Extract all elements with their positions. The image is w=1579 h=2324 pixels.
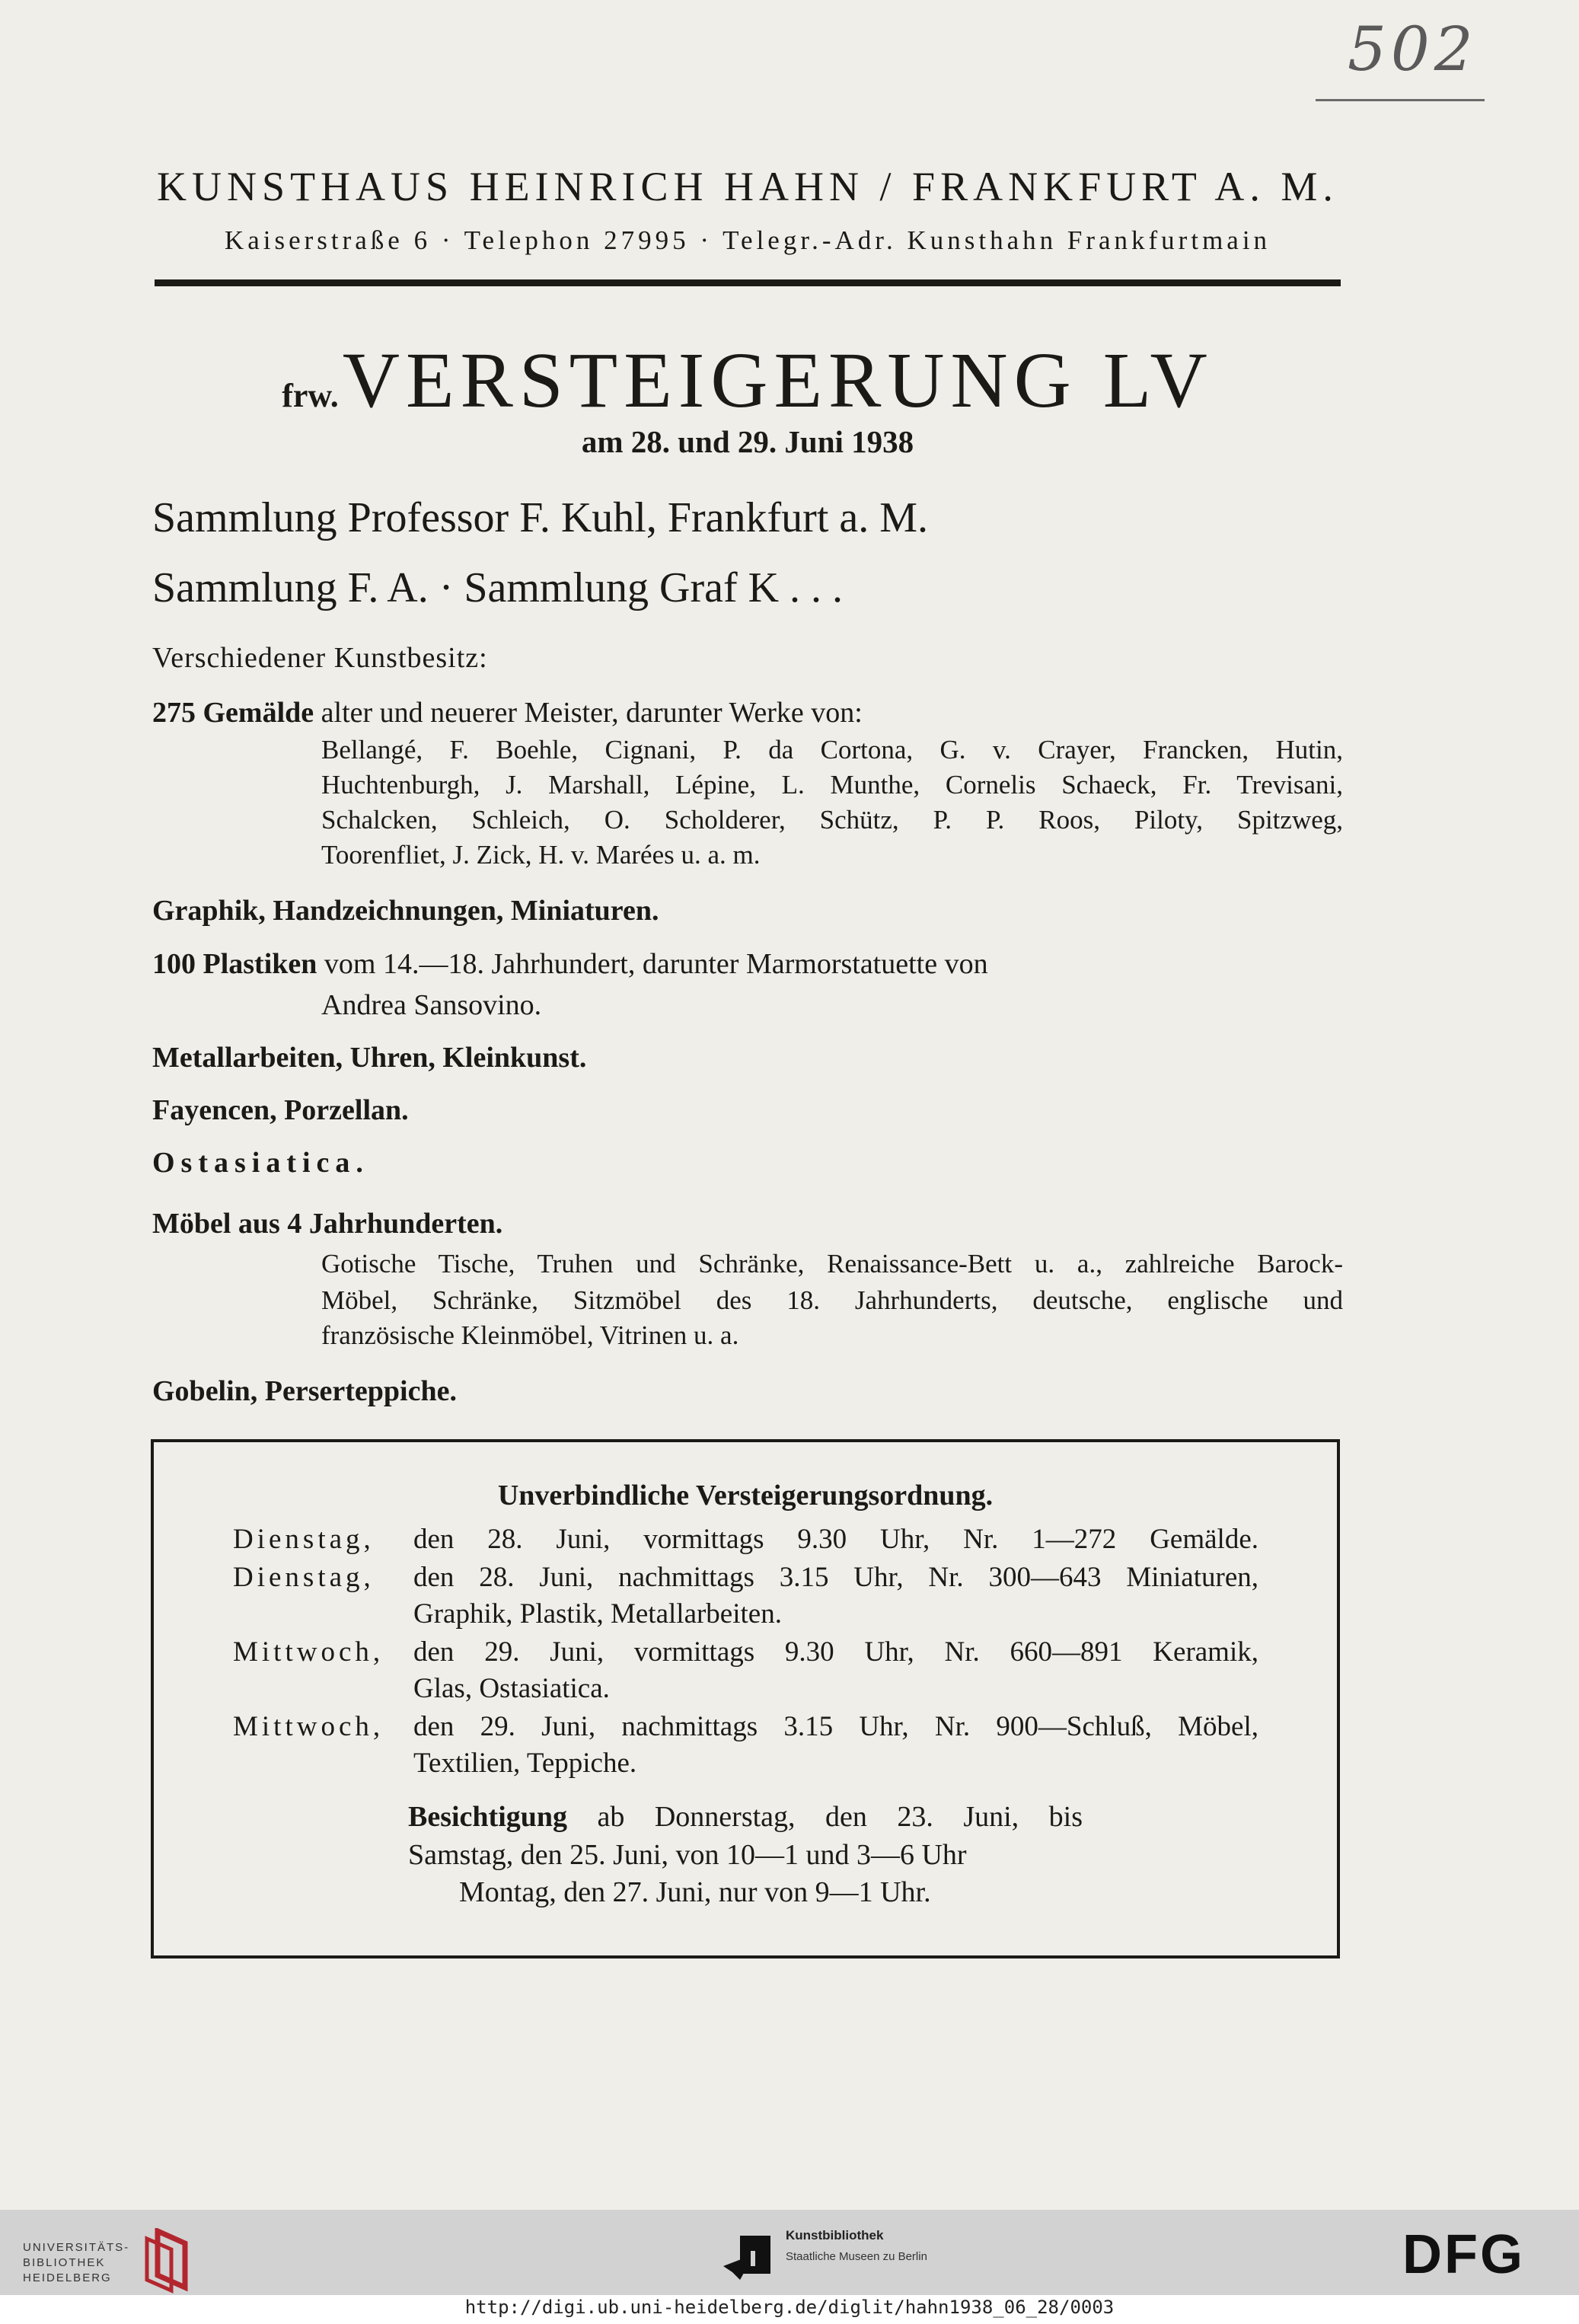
title-prefix: frw. (282, 377, 339, 414)
session-details: den 29. Juni, vormittags 9.30 Uhr, Nr. 660—891 Keramik, (413, 1636, 1258, 1668)
session-details-continuation: Textilien, Teppiche. (413, 1748, 637, 1779)
furniture-description: französische Kleinmöbel, Vitrinen u. a. (321, 1320, 739, 1350)
kunstbibliothek-name: Kunstbibliothek (786, 2228, 884, 2243)
kunstbibliothek-subtitle: Staatliche Museen zu Berlin (786, 2250, 927, 2263)
collection-1: Sammlung Professor F. Kuhl, Frankfurt a. M. (152, 494, 929, 541)
dfg-logo[interactable]: DFG (1402, 2224, 1525, 2285)
furniture-description: Möbel, Schränke, Sitzmöbel des 18. Jahrhunderts, deutsche, englische und (321, 1285, 1343, 1315)
session-day: Mittwoch, (233, 1636, 384, 1668)
section-intro: Verschiedener Kunstbesitz: (152, 642, 488, 674)
session-details-continuation: Graphik, Plastik, Metallarbeiten. (413, 1598, 782, 1630)
auction-date: am 28. und 29. Juni 1938 (581, 424, 914, 459)
east-asian-heading: Ostasiatica. (152, 1147, 369, 1179)
firm-name: KUNSTHAUS HEINRICH HAHN / FRANKFURT A. M. (157, 164, 1338, 209)
handwritten-underline (1316, 99, 1485, 101)
sculptures-continuation: Andrea Sansovino. (321, 989, 542, 1021)
viewing-label: Besichtigung (408, 1801, 568, 1833)
auction-title (152, 335, 1343, 426)
tapestry-heading: Gobelin, Perserteppiche. (152, 1375, 457, 1407)
viewing-times (408, 1800, 1083, 1834)
artist-line: Toorenfliet, J. Zick, H. v. Marées u. a. m. (321, 840, 761, 870)
session-details: den 28. Juni, vormittags 9.30 Uhr, Nr. 1—272 Gemälde. (413, 1524, 1258, 1555)
firm-address: Kaiserstraße 6 · Telephon 27995 · Telegr.-Adr. Kunsthahn Frankfurtmain (224, 225, 1271, 255)
eagle-icon (723, 2236, 774, 2283)
sculptures-count: 100 Plastiken (152, 948, 317, 980)
faience-heading: Fayencen, Porzellan. (152, 1094, 409, 1126)
session-details: den 29. Juni, nachmittags 3.15 Uhr, Nr. 900—Schluß, Möbel, (413, 1711, 1258, 1742)
library-emblem-icon (141, 2228, 194, 2294)
source-url[interactable]: http://digi.ub.uni-heidelberg.de/diglit/hahn1938_06_28/0003 (464, 2297, 1115, 2318)
artist-line: Schalcken, Schleich, O. Scholderer, Schütz, P. P. Roos, Piloty, Spitzweg, (321, 805, 1343, 835)
sculptures-text: vom 14.—18. Jahrhundert, darunter Marmorstatuette von (317, 948, 988, 980)
session-day: Mittwoch, (233, 1711, 384, 1742)
session-details-continuation: Glas, Ostasiatica. (413, 1673, 610, 1704)
session-details: den 28. Juni, nachmittags 3.15 Uhr, Nr. 300—643 Miniaturen, (413, 1562, 1258, 1593)
header-rule (155, 279, 1341, 286)
paintings-count: 275 Gemälde (152, 697, 314, 729)
kunstbibliothek-logo[interactable] (723, 2236, 774, 2286)
collection-2: Sammlung F. A. · Sammlung Graf K . . . (152, 564, 844, 611)
sculptures-heading (152, 947, 988, 981)
ub-heidelberg-label: UNIVERSITÄTS- BIBLIOTHEK HEIDELBERG (23, 2241, 130, 2284)
viewing-text: ab Donnerstag, den 23. Juni, bis (567, 1801, 1083, 1833)
paintings-heading (152, 696, 863, 729)
furniture-heading: Möbel aus 4 Jahrhunderten. (152, 1208, 503, 1240)
viewing-times-line-3: Montag, den 27. Juni, nur von 9—1 Uhr. (459, 1876, 931, 1908)
schedule-title: Unverbindliche Versteigerungsordnung. (497, 1480, 994, 1512)
title-main: VERSTEIGERUNG LV (342, 337, 1214, 424)
graphics-heading: Graphik, Handzeichnungen, Miniaturen. (152, 895, 659, 927)
ub-heidelberg-logo[interactable] (141, 2228, 194, 2297)
handwritten-page-number: 502 (1348, 14, 1478, 85)
session-day: Dienstag, (233, 1524, 375, 1555)
metalwork-heading: Metallarbeiten, Uhren, Kleinkunst. (152, 1042, 587, 1074)
artist-line: Bellangé, F. Boehle, Cignani, P. da Cortona, G. v. Crayer, Francken, Hutin, (321, 735, 1343, 765)
furniture-description: Gotische Tische, Truhen und Schränke, Renaissance-Bett u. a., zahlreiche Barock- (321, 1249, 1343, 1279)
session-day: Dienstag, (233, 1562, 375, 1593)
artist-line: Huchtenburgh, J. Marshall, Lépine, L. Munthe, Cornelis Schaeck, Fr. Trevisani, (321, 770, 1343, 800)
paintings-text: alter und neuerer Meister, darunter Werke von: (314, 697, 863, 729)
viewing-times-line-2: Samstag, den 25. Juni, von 10—1 und 3—6 Uhr (408, 1839, 967, 1871)
